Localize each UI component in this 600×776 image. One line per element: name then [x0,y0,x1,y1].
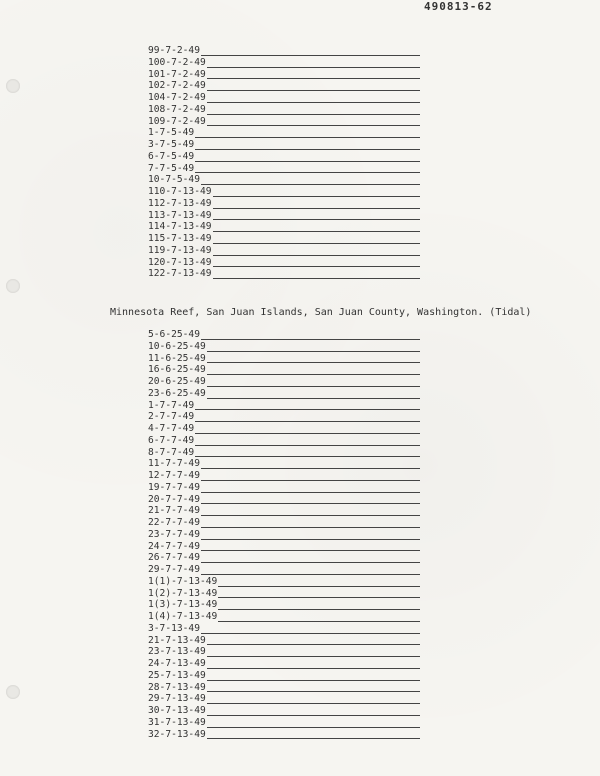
specimen-number: 104-7-2-49 [148,92,206,103]
specimen-entry [148,257,420,269]
specimen-number: 119-7-13-49 [148,244,212,256]
specimen-number: 6-7-7-49 [148,434,195,446]
blank-line [195,149,420,150]
specimen-number: 20-6-25-49 [148,376,206,387]
specimen-number: 21-7-7-49 [148,505,200,517]
specimen-list-b [148,329,420,740]
blank-line [195,137,420,138]
specimen-entry [148,729,420,741]
specimen-number: 122-7-13-49 [148,268,212,280]
specimen-number: 1-7-5-49 [148,127,195,139]
specimen-entry [148,447,420,459]
specimen-number: 109-7-2-49 [148,115,206,127]
specimen-number: 114-7-13-49 [148,221,212,233]
blank-line [213,255,420,256]
specimen-number: 22-7-7-49 [148,517,200,528]
specimen-entry [148,139,420,151]
specimen-number: 101-7-2-49 [148,68,206,80]
punch-hole [6,685,20,699]
specimen-entry [148,505,420,517]
blank-line [195,172,420,173]
blank-line [207,398,420,399]
blank-line [213,196,420,197]
specimen-entry [148,682,420,694]
blank-line [207,680,420,681]
specimen-entry [148,198,420,210]
blank-line [207,374,420,375]
specimen-number: 16-6-25-49 [148,364,206,376]
specimen-entry [148,552,420,564]
specimen-number: 11-6-25-49 [148,352,206,364]
blank-line [207,362,420,363]
blank-line [207,703,420,704]
blank-line [207,656,420,657]
specimen-entry [148,151,420,163]
specimen-entry [148,611,420,623]
specimen-number: 7-7-5-49 [148,162,195,174]
specimen-number: 24-7-7-49 [148,540,200,552]
blank-line [218,609,420,610]
specimen-entry [148,174,420,186]
specimen-number: 3-7-5-49 [148,139,195,150]
blank-line [201,574,420,575]
blank-line [207,102,420,103]
blank-line [201,339,420,340]
specimen-number: 2-7-7-49 [148,411,195,423]
blank-line [207,114,420,115]
specimen-entry [148,623,420,635]
specimen-number: 112-7-13-49 [148,197,212,209]
specimen-entry [148,116,420,128]
specimen-entry [148,458,420,470]
specimen-entry [148,717,420,729]
blank-line [207,90,420,91]
specimen-number: 25-7-13-49 [148,669,206,681]
blank-line [201,492,420,493]
specimen-number: 1(1)-7-13-49 [148,575,218,587]
specimen-number: 24-7-13-49 [148,658,206,669]
specimen-list-a [148,45,420,280]
specimen-number: 31-7-13-49 [148,716,206,728]
specimen-number: 113-7-13-49 [148,209,212,221]
blank-line [218,597,420,598]
specimen-number: 26-7-7-49 [148,552,200,564]
blank-line [195,456,420,457]
specimen-entry [148,186,420,198]
specimen-entry [148,670,420,682]
specimen-entry [148,470,420,482]
specimen-number: 1(3)-7-13-49 [148,599,218,611]
specimen-entry [148,494,420,506]
specimen-number: 23-6-25-49 [148,387,206,399]
document-id: 490813-62 [424,0,493,13]
specimen-entry [148,92,420,104]
blank-line [201,55,420,56]
specimen-number: 1(4)-7-13-49 [148,611,218,622]
specimen-entry [148,541,420,553]
blank-line [201,562,420,563]
specimen-entry [148,576,420,588]
specimen-entry [148,400,420,412]
specimen-number: 1-7-7-49 [148,399,195,411]
specimen-entry [148,353,420,365]
blank-line [195,421,420,422]
locality-heading: Minnesota Reef, San Juan Islands, San Juan County, Washington. (Tidal) [110,307,532,318]
blank-line [195,161,420,162]
blank-line [195,409,420,410]
blank-line [207,67,420,68]
specimen-entry [148,705,420,717]
specimen-entry [148,364,420,376]
blank-line [213,231,420,232]
specimen-entry [148,45,420,57]
specimen-number: 100-7-2-49 [148,56,206,68]
blank-line [207,691,420,692]
specimen-number: 1(2)-7-13-49 [148,587,218,599]
specimen-number: 5-6-25-49 [148,329,200,340]
blank-line [213,266,420,267]
specimen-entry [148,411,420,423]
blank-line [213,219,420,220]
specimen-entry [148,646,420,658]
specimen-number: 29-7-7-49 [148,564,200,575]
specimen-number: 29-7-13-49 [148,693,206,705]
specimen-number: 115-7-13-49 [148,233,212,244]
blank-line [218,621,420,622]
blank-line [195,445,420,446]
blank-line [201,527,420,528]
specimen-number: 12-7-7-49 [148,470,200,481]
specimen-number: 99-7-2-49 [148,45,200,56]
specimen-number: 6-7-5-49 [148,150,195,162]
specimen-number: 23-7-13-49 [148,646,206,658]
specimen-number: 4-7-7-49 [148,423,195,434]
specimen-entry [148,376,420,388]
specimen-number: 102-7-2-49 [148,80,206,92]
specimen-entry [148,233,420,245]
blank-line [207,351,420,352]
specimen-entry [148,693,420,705]
blank-line [201,633,420,634]
blank-line [213,278,420,279]
specimen-number: 120-7-13-49 [148,256,212,268]
blank-line [207,738,420,739]
specimen-entry [148,69,420,81]
specimen-number: 10-6-25-49 [148,340,206,352]
specimen-entry [148,268,420,280]
specimen-entry [148,529,420,541]
blank-line [213,243,420,244]
blank-line [201,184,420,185]
specimen-entry [148,658,420,670]
blank-line [207,668,420,669]
blank-line [201,515,420,516]
specimen-entry [148,329,420,341]
blank-line [207,727,420,728]
specimen-entry [148,245,420,257]
blank-line [201,550,420,551]
specimen-entry [148,57,420,69]
blank-line [201,503,420,504]
blank-line [213,208,420,209]
specimen-entry [148,104,420,116]
specimen-entry [148,599,420,611]
specimen-entry [148,635,420,647]
specimen-entry [148,341,420,353]
blank-line [201,539,420,540]
punch-hole [6,79,20,93]
blank-line [207,125,420,126]
blank-line [201,480,420,481]
specimen-entry [148,482,420,494]
blank-line [195,433,420,434]
punch-hole [6,279,20,293]
specimen-number: 32-7-13-49 [148,728,206,740]
blank-line [201,468,420,469]
specimen-number: 11-7-7-49 [148,458,200,470]
specimen-entry [148,210,420,222]
specimen-entry [148,517,420,529]
specimen-number: 108-7-2-49 [148,103,206,115]
specimen-entry [148,163,420,175]
specimen-number: 3-7-13-49 [148,622,200,634]
specimen-number: 20-7-7-49 [148,493,200,505]
specimen-number: 30-7-13-49 [148,705,206,716]
specimen-number: 21-7-13-49 [148,634,206,646]
specimen-entry [148,564,420,576]
specimen-number: 10-7-5-49 [148,174,200,186]
specimen-number: 8-7-7-49 [148,446,195,458]
blank-line [207,78,420,79]
specimen-entry [148,435,420,447]
specimen-entry [148,588,420,600]
blank-line [207,386,420,387]
blank-line [218,586,420,587]
specimen-number: 23-7-7-49 [148,528,200,540]
specimen-entry [148,80,420,92]
specimen-entry [148,221,420,233]
specimen-entry [148,127,420,139]
blank-line [207,644,420,645]
specimen-number: 110-7-13-49 [148,186,212,197]
specimen-entry [148,423,420,435]
blank-line [207,715,420,716]
specimen-entry [148,388,420,400]
specimen-number: 19-7-7-49 [148,481,200,493]
specimen-number: 28-7-13-49 [148,681,206,693]
